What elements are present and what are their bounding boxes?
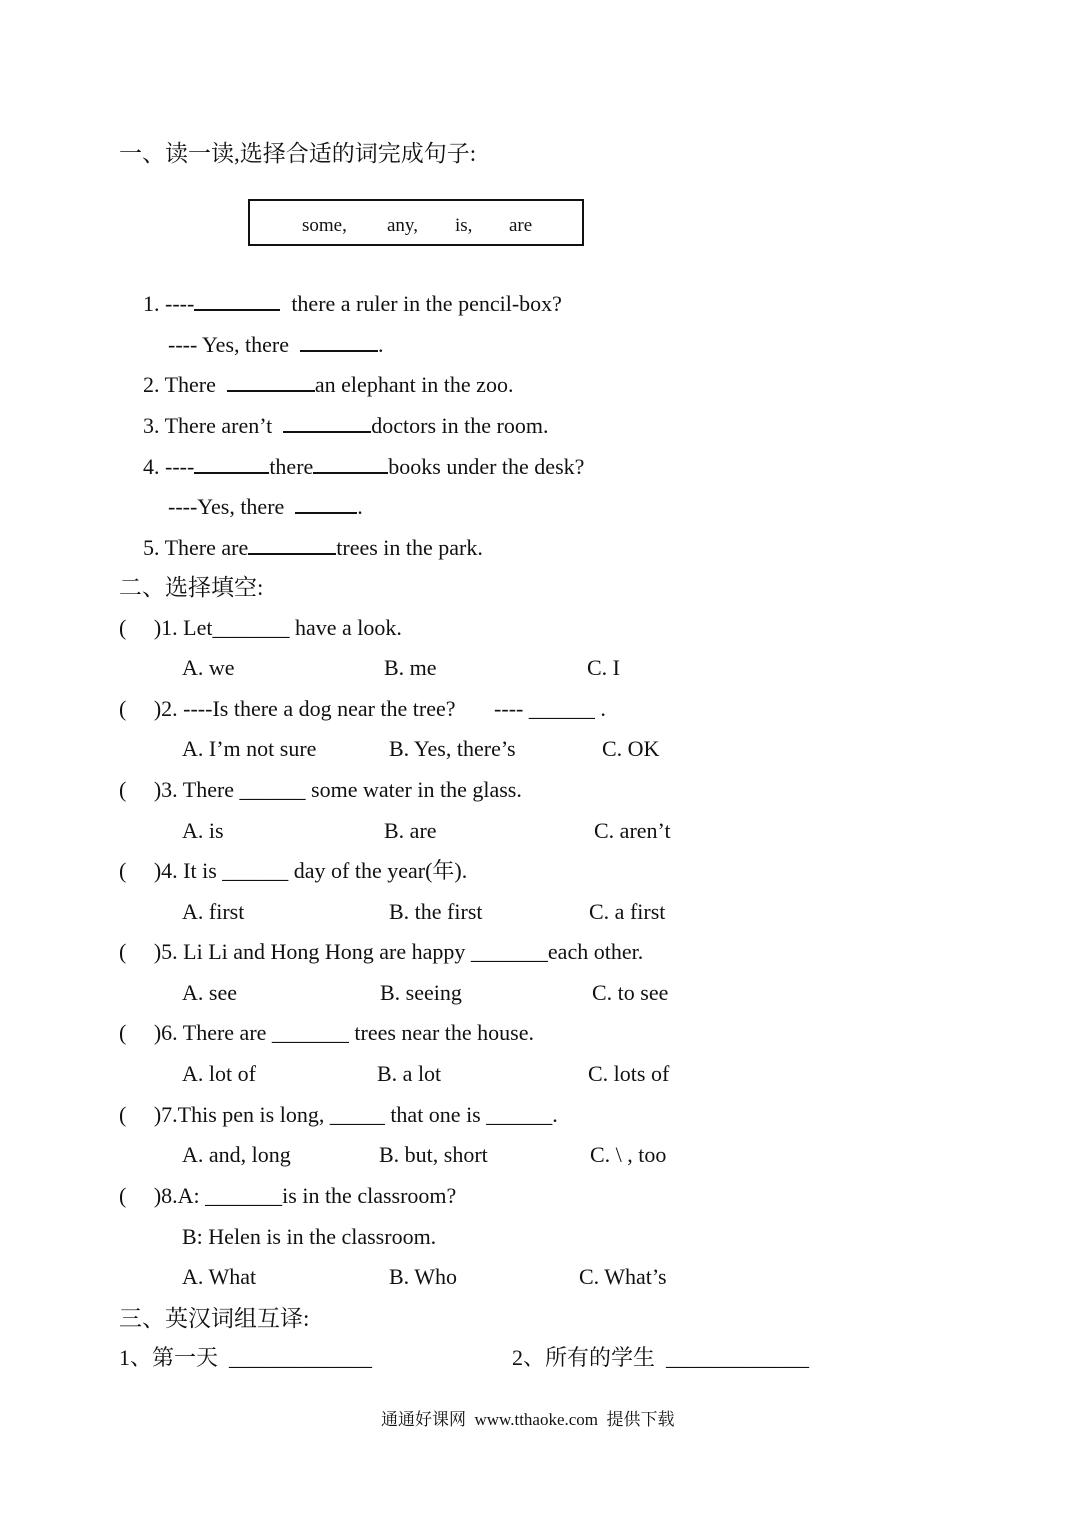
s2-option: C. OK xyxy=(602,736,660,761)
s2-option: B. are xyxy=(384,818,437,843)
s2-question-stem: ( )2. ----Is there a dog near the tree? ---- ______ . xyxy=(119,696,606,721)
s2-option: A. see xyxy=(182,980,237,1005)
s2-option: C. lots of xyxy=(588,1061,670,1086)
page-footer: 通通好课网 www.tthaoke.com 提供下载 xyxy=(381,1410,675,1429)
s2-option: A. and, long xyxy=(182,1142,291,1167)
section1-title: 一、读一读,选择合适的词完成句子: xyxy=(119,141,477,166)
s2-option: C. \ , too xyxy=(590,1142,667,1167)
s2-option: B. Yes, there’s xyxy=(389,736,516,761)
s2-question-stem: ( )4. It is ______ day of the year(年). xyxy=(119,858,468,883)
s1-question-1: 1. ---- there a ruler in the pencil-box? xyxy=(143,291,562,316)
s3-item: 2、所有的学生 _____________ xyxy=(512,1345,810,1370)
s2-option: C. I xyxy=(587,655,620,680)
section3-title: 三、英汉词组互译: xyxy=(119,1306,310,1331)
s2-question-line2: B: Helen is in the classroom. xyxy=(182,1224,437,1249)
s2-option: B. the first xyxy=(389,899,483,924)
s1-question-2: 2. There an elephant in the zoo. xyxy=(143,372,514,397)
s1-question-1-answer: ---- Yes, there . xyxy=(168,332,384,357)
section2-title: 二、选择填空: xyxy=(119,575,264,600)
s2-question-stem: ( )5. Li Li and Hong Hong are happy _______each other. xyxy=(119,939,644,964)
s1-question-3: 3. There aren’t doctors in the room. xyxy=(143,413,549,438)
s2-option: A. is xyxy=(182,818,224,843)
s2-option: A. I’m not sure xyxy=(182,736,317,761)
s2-question-stem: ( )1. Let_______ have a look. xyxy=(119,615,402,640)
s2-question-stem: ( )3. There ______ some water in the glass. xyxy=(119,777,522,802)
s2-option: B. a lot xyxy=(377,1061,442,1086)
s2-option: B. Who xyxy=(389,1264,458,1289)
s1-question-4: 4. ---- there books under the desk? xyxy=(143,454,585,479)
s1-question-4-answer: ----Yes, there . xyxy=(168,494,363,519)
word-bank-item: are xyxy=(509,215,533,236)
word-bank-item: some, xyxy=(302,215,347,236)
s3-item: 1、第一天 _____________ xyxy=(119,1345,373,1370)
s2-question-stem: ( )6. There are _______ trees near the house. xyxy=(119,1020,534,1045)
s2-question-stem: ( )8.A: _______is in the classroom? xyxy=(119,1183,457,1208)
s1-question-5: 5. There are trees in the park. xyxy=(143,535,483,560)
s2-option: C. to see xyxy=(592,980,669,1005)
s2-option: B. me xyxy=(384,655,437,680)
s2-option: A. What xyxy=(182,1264,257,1289)
s2-option: A. we xyxy=(182,655,235,680)
s2-option: B. but, short xyxy=(379,1142,488,1167)
s2-option: A. first xyxy=(182,899,245,924)
word-bank-box xyxy=(248,199,584,246)
word-bank-item: is, xyxy=(455,215,473,236)
s2-option: B. seeing xyxy=(380,980,462,1005)
s2-option: C. What’s xyxy=(579,1264,667,1289)
s2-question-stem: ( )7.This pen is long, _____ that one is ______. xyxy=(119,1102,558,1127)
s2-option: A. lot of xyxy=(182,1061,256,1086)
s2-option: C. a first xyxy=(589,899,666,924)
s2-option: C. aren’t xyxy=(594,818,671,843)
word-bank-item: any, xyxy=(387,215,418,236)
